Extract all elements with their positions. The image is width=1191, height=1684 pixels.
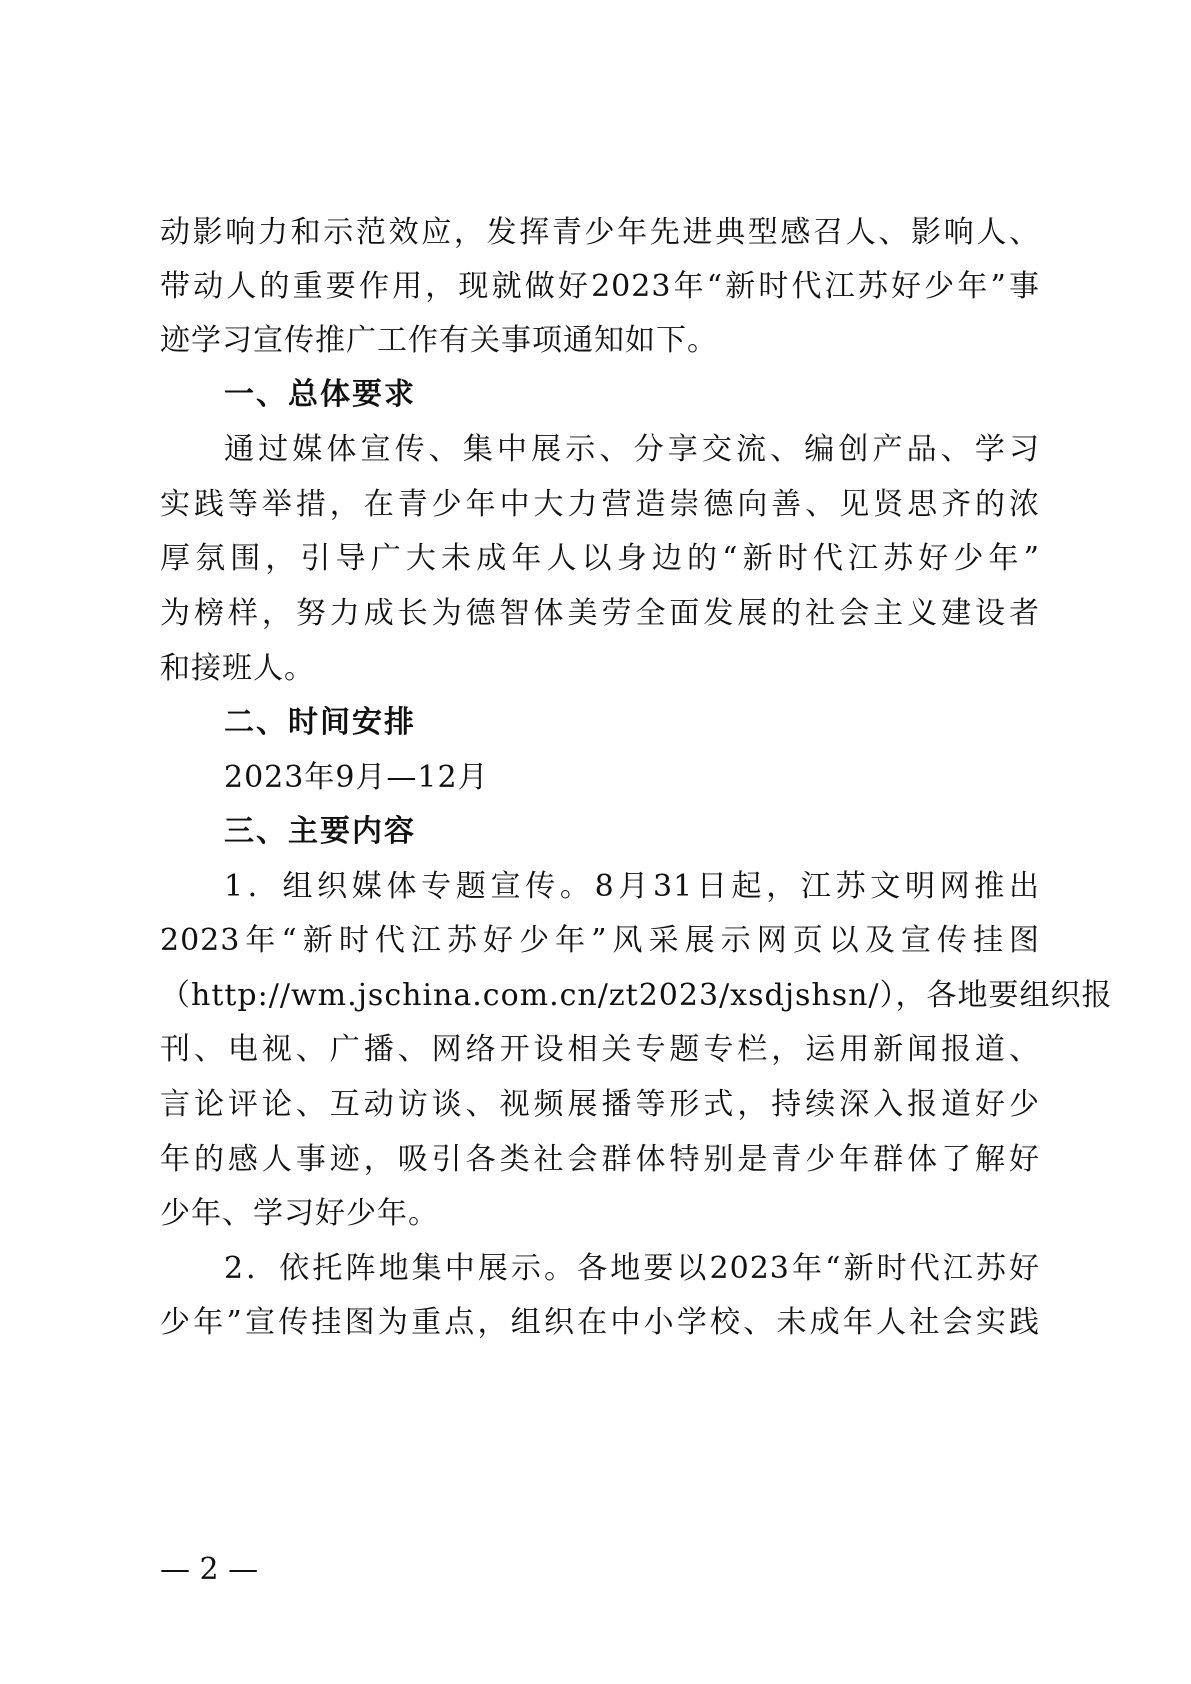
body-text-line: 和接班人。: [160, 651, 315, 686]
body-text-line: （http://wm.jschina.com.cn/zt2023/xsdjshsn/），各地要组织报: [160, 978, 1113, 1013]
body-text-line: 言论评论、互动访谈、视频展播等形式，持续深入报道好少: [160, 1087, 1040, 1122]
body-text-line: 通过媒体宣传、集中展示、分享交流、编创产品、学习: [224, 432, 1040, 467]
body-text-line: 2023年“新时代江苏好少年”风采展示网页以及宣传挂图: [160, 923, 1040, 958]
section-heading-3: 三、主要内容: [224, 814, 416, 849]
schedule-text: 2023年9月—12月: [224, 760, 489, 795]
body-text-line: 1．组织媒体专题宣传。8月31日起，江苏文明网推出: [224, 869, 1040, 904]
body-text-line: 少年”宣传挂图为重点，组织在中小学校、未成年人社会实践: [160, 1305, 1040, 1340]
body-text-line: 动影响力和示范效应，发挥青少年先进典型感召人、影响人、: [160, 215, 1040, 250]
body-text-line: 迹学习宣传推广工作有关事项通知如下。: [160, 323, 718, 358]
body-text-line: 少年、学习好少年。: [160, 1196, 439, 1231]
section-heading-1: 一、总体要求: [224, 377, 416, 412]
body-text-line: 实践等举措，在青少年中大力营造崇德向善、见贤思齐的浓: [160, 487, 1040, 522]
section-heading-2: 二、时间安排: [224, 705, 416, 740]
body-text-line: 带动人的重要作用，现就做好2023年“新时代江苏好少年”事: [160, 269, 1040, 304]
body-text-line: 2．依托阵地集中展示。各地要以2023年“新时代江苏好: [224, 1251, 1040, 1286]
body-text-line: 厚氛围，引导广大未成年人以身边的“新时代江苏好少年”: [160, 541, 1040, 576]
body-text-line: 为榜样，努力成长为德智体美劳全面发展的社会主义建设者: [160, 596, 1040, 631]
page-number: — 2 —: [160, 1552, 259, 1587]
body-text-line: 刊、电视、广播、网络开设相关专题专栏，运用新闻报道、: [160, 1032, 1040, 1067]
body-text-line: 年的感人事迹，吸引各类社会群体特别是青少年群体了解好: [160, 1142, 1040, 1177]
